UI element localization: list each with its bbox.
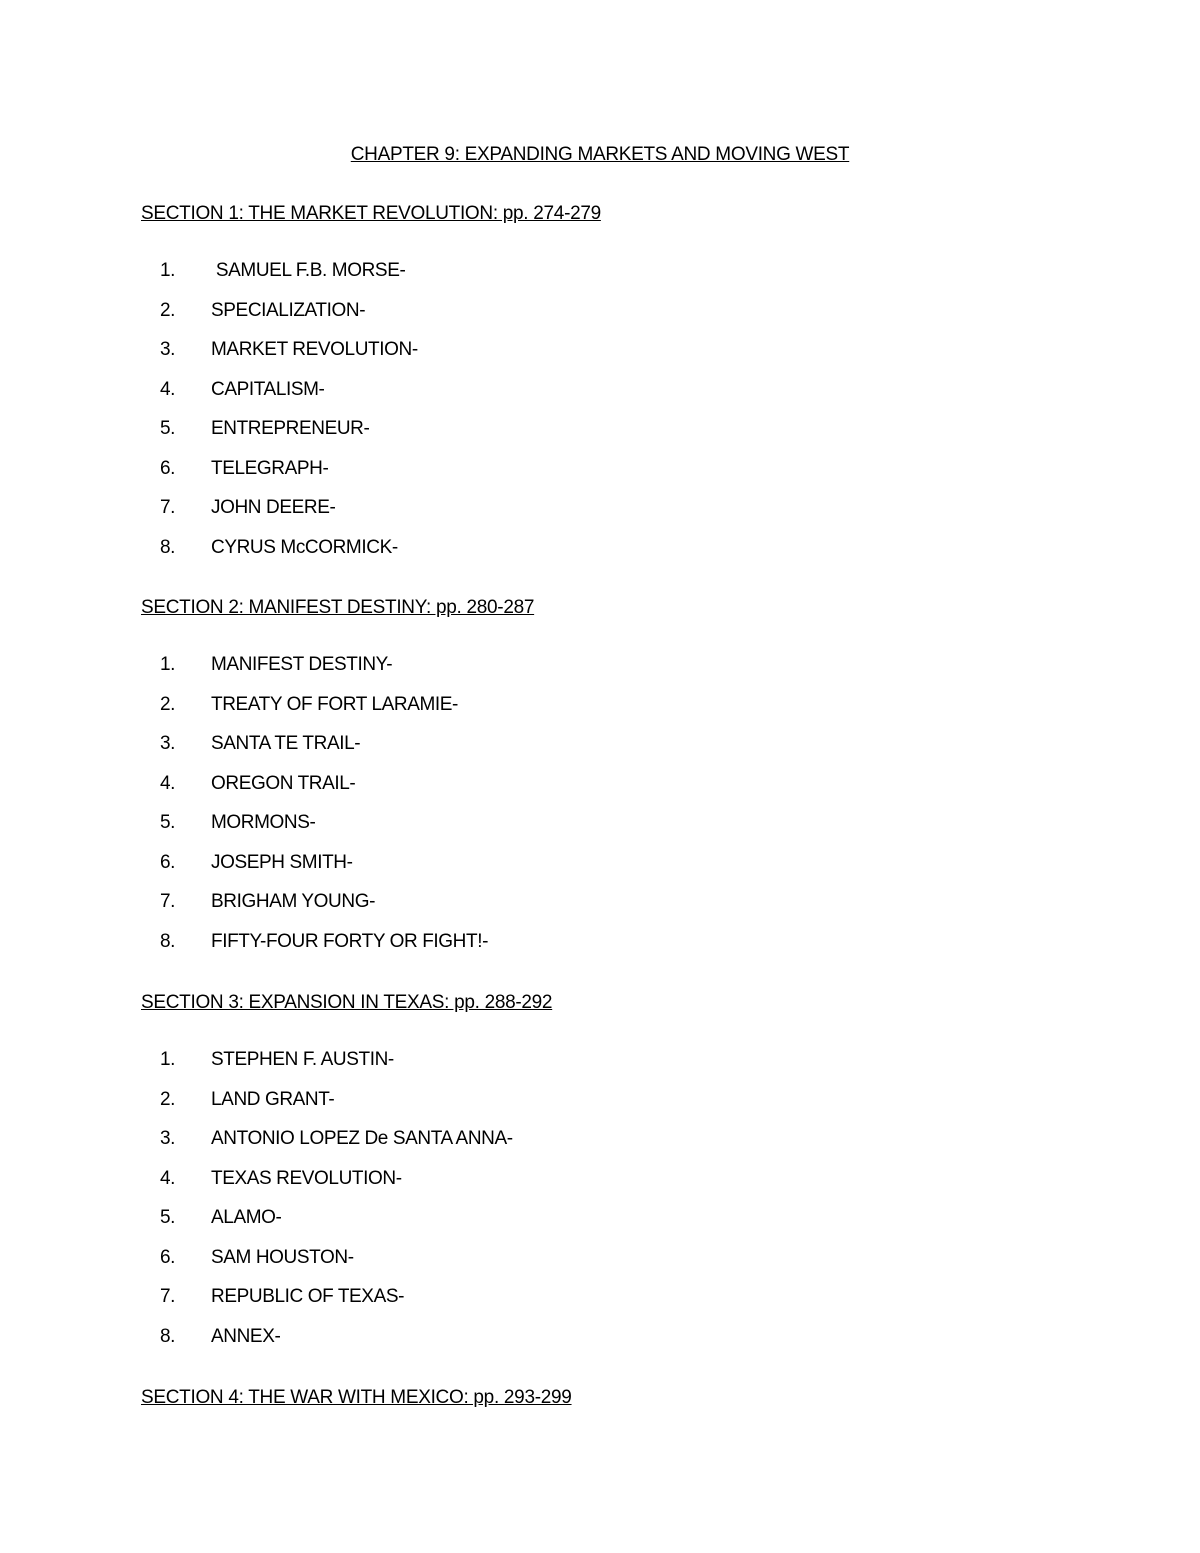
item-term: TREATY OF FORT LARAMIE- (211, 693, 458, 715)
item-term: ANNEX- (211, 1325, 281, 1347)
item-number: 4. (159, 772, 175, 794)
list-item (141, 652, 1041, 692)
item-number: 8. (159, 1325, 175, 1347)
item-number: 3. (159, 339, 175, 360)
item-term: JOHN DEERE- (211, 497, 336, 518)
list-item (141, 456, 1041, 496)
term-list (141, 1047, 1041, 1363)
item-term: SAMUEL F.B. MORSE- (211, 260, 406, 281)
list-item (141, 731, 1041, 771)
item-number: 7. (159, 891, 175, 912)
item-term: SANTA TE TRAIL- (211, 733, 361, 754)
list-item (141, 377, 1041, 417)
term-list (141, 258, 1041, 574)
item-number: 4. (159, 1167, 175, 1189)
list-item (141, 1205, 1041, 1245)
section-2 (141, 595, 1041, 968)
item-term: MARKET REVOLUTION- (211, 339, 418, 360)
list-item (141, 692, 1041, 732)
item-number: 7. (159, 1286, 175, 1307)
item-number: 3. (159, 1128, 175, 1149)
item-number: 7. (159, 497, 175, 518)
list-item (141, 1047, 1041, 1087)
section-heading: SECTION 1: THE MARKET REVOLUTION: pp. 274-279 (141, 203, 601, 224)
section-heading: SECTION 3: EXPANSION IN TEXAS: pp. 288-292 (141, 992, 553, 1013)
item-term: STEPHEN F. AUSTIN- (211, 1049, 394, 1070)
item-number: 1. (159, 654, 175, 675)
item-term: CAPITALISM- (211, 378, 325, 400)
item-term: CYRUS McCORMICK- (211, 536, 398, 558)
item-number: 8. (159, 930, 175, 952)
list-item (141, 1324, 1041, 1364)
list-item (141, 810, 1041, 850)
item-number: 2. (159, 299, 175, 321)
item-number: 5. (159, 1207, 175, 1228)
section-heading: SECTION 2: MANIFEST DESTINY: pp. 280-287 (141, 597, 535, 618)
item-term: TELEGRAPH- (211, 457, 329, 479)
item-term: TEXAS REVOLUTION- (211, 1167, 402, 1189)
item-number: 3. (159, 733, 175, 754)
item-number: 6. (159, 851, 175, 873)
section-3 (141, 990, 1041, 1363)
page-title: CHAPTER 9: EXPANDING MARKETS AND MOVING WEST (350, 144, 850, 165)
item-term: JOSEPH SMITH- (211, 851, 353, 873)
item-term: ALAMO- (211, 1207, 282, 1228)
item-term: SAM HOUSTON- (211, 1246, 354, 1268)
list-item (141, 495, 1041, 535)
item-number: 1. (159, 260, 175, 281)
list-item (141, 1245, 1041, 1285)
list-item (141, 771, 1041, 811)
item-number: 4. (159, 378, 175, 400)
item-number: 1. (159, 1049, 175, 1070)
item-term: MANIFEST DESTINY- (211, 654, 393, 675)
list-item (141, 298, 1041, 338)
item-term: REPUBLIC OF TEXAS- (211, 1286, 405, 1307)
section-1 (141, 201, 1041, 574)
section-heading: SECTION 4: THE WAR WITH MEXICO: pp. 293-299 (141, 1387, 572, 1408)
item-term: LAND GRANT- (211, 1088, 335, 1110)
item-number: 5. (159, 418, 175, 439)
list-item (141, 1166, 1041, 1206)
item-term: ENTREPRENEUR- (211, 418, 370, 439)
list-item (141, 850, 1041, 890)
list-item (141, 1126, 1041, 1166)
item-term: MORMONS- (211, 812, 316, 833)
item-term: ANTONIO LOPEZ De SANTA ANNA- (211, 1128, 513, 1149)
item-number: 5. (159, 812, 175, 833)
item-term: BRIGHAM YOUNG- (211, 891, 376, 912)
section-4 (141, 1385, 1041, 1411)
list-item (141, 1087, 1041, 1127)
item-number: 2. (159, 1088, 175, 1110)
term-list (141, 652, 1041, 968)
list-item (141, 929, 1041, 969)
item-term: OREGON TRAIL- (211, 772, 356, 794)
item-term: SPECIALIZATION- (211, 299, 366, 321)
list-item (141, 416, 1041, 456)
item-number: 2. (159, 693, 175, 715)
list-item (141, 535, 1041, 575)
item-number: 8. (159, 536, 175, 558)
list-item (141, 1284, 1041, 1324)
item-number: 6. (159, 457, 175, 479)
list-item (141, 258, 1041, 298)
item-term: FIFTY-FOUR FORTY OR FIGHT!- (211, 930, 489, 952)
list-item (141, 337, 1041, 377)
item-number: 6. (159, 1246, 175, 1268)
list-item (141, 889, 1041, 929)
